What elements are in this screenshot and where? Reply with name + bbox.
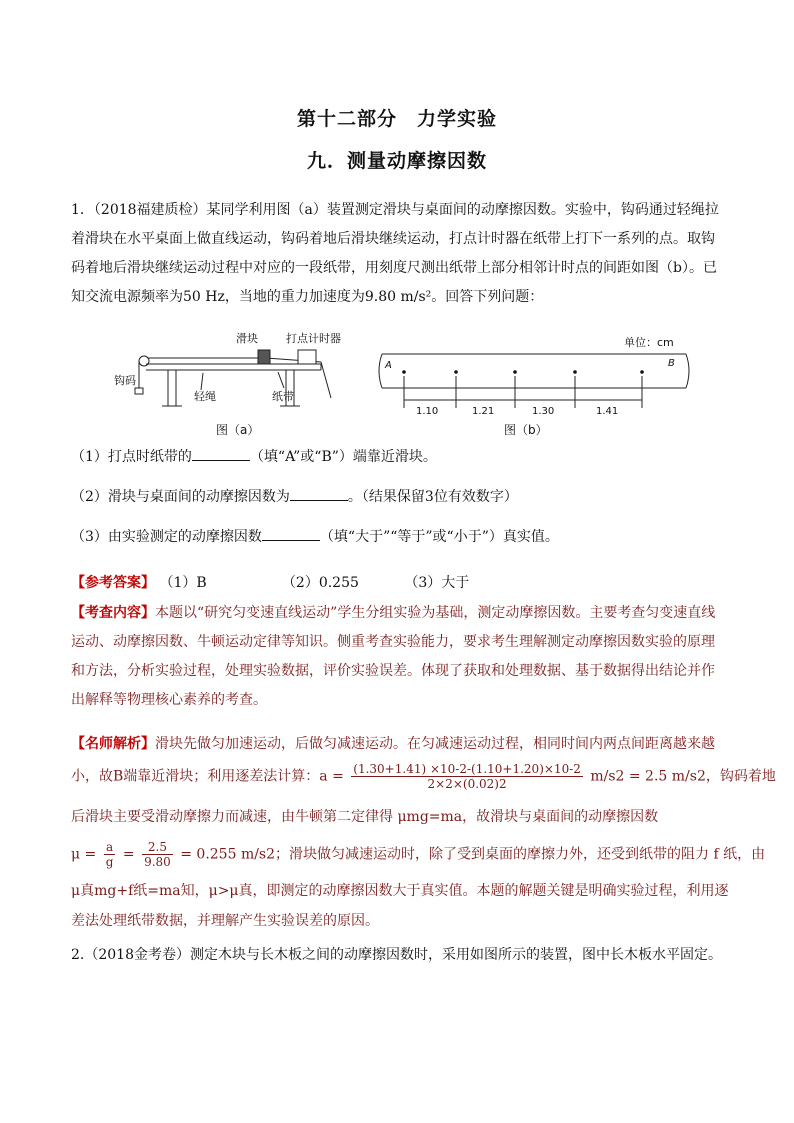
answer-3: （3）大于: [404, 575, 470, 591]
caption-a: 图（a）: [216, 423, 260, 437]
timer-box: [298, 350, 316, 364]
label-slider: 滑块: [236, 332, 258, 345]
sub-question-2: （2）滑块与桌面间的动摩擦因数为 。（结果保留3位有效数字）: [71, 486, 518, 506]
figure-b: [374, 328, 698, 440]
gap-label: 1.10: [416, 406, 439, 417]
gap-label: 1.41: [596, 406, 619, 417]
label-light-rope: 轻绳: [194, 390, 216, 403]
question-1-stem: 1．（2018福建质检）某同学利用图（a）装置测定滑块与桌面间的动摩擦因数。实验中，钩码通过轻绳拉着滑块在水平桌面上做直线运动，钩码着地后滑块继续运动，打点计时器在纸带上打下一系列的点。取钩码着地后滑块继续运动过程中对应的一段纸带，用刻度尺测出纸带上部分相邻计时点的间距如图（b）。已知交流电源频率为50 Hz，当地的重力加速度为9.80 m/s²。回答下列问题：: [71, 202, 719, 305]
content-section: [71, 599, 723, 715]
tape-dot: [573, 370, 577, 374]
gap-label: 1.30: [532, 406, 555, 417]
label-paper-tape: 纸带: [272, 390, 294, 403]
sub-question-1: （1）打点时纸带的 （填“A”或“B”）端靠近滑块。: [71, 446, 437, 466]
blank-3: [262, 526, 320, 541]
label-hook-weight: 钩码: [114, 374, 136, 387]
fraction-acceleration: $\frac{(1.30+1.41) \times 10-2-(1.10+1.20)\times 10-2}{2\times 2\times(0.02)2}$: [353, 762, 581, 791]
analysis-line-6: 差法处理纸带数据，并理解产生实验误差的原因。: [71, 913, 379, 929]
answer-label: 【参考答案】: [71, 575, 155, 591]
label-end-b: B: [668, 358, 675, 369]
sub-question-3: （3）由实验测定的动摩擦因数 （填“大于”“等于”或“小于”）真实值。: [71, 526, 559, 546]
analysis-label: 【名师解析】: [71, 736, 155, 752]
caption-b: 图（b）: [504, 423, 548, 437]
fraction-a-over-g: $\frac{a}{g}$: [105, 840, 114, 869]
fraction-values: $\frac{2.5}{9.80}$: [144, 840, 171, 869]
section-title: 九．测量动摩擦因数: [306, 150, 487, 172]
blank-1: [192, 446, 250, 461]
analysis-line-1: 【名师解析】滑块先做匀加速运动，后做匀减速运动。在匀减速运动过程，相同时间内两点间距离越来越: [71, 736, 715, 752]
label-end-a: A: [385, 360, 392, 371]
reference-answer: [71, 572, 469, 592]
content-text: 本题以“研究匀变速直线运动”学生分组实验为基础，测定动摩擦因数。主要考查匀变速直线运动、动摩擦因数、牛顿运动定律等知识。侧重考查实验能力，要求考生理解测定动摩擦因数实验的原理和方法，分析实验过程，处理实验数据，评价实验误差。体现了获取和处理数据、基于数据得出结论并作出解释等物理核心素养的考查。: [71, 605, 716, 708]
tape-dot: [454, 370, 458, 374]
blank-2: [290, 486, 348, 501]
tape-dot: [640, 370, 644, 374]
analysis-line-5: μ真mg+f纸=ma知，μ>μ真，即测定的动摩擦因数大于真实值。本题的解题关键是明确实验过程，利用逐: [71, 883, 729, 899]
label-unit: 单位：cm: [624, 336, 674, 349]
part-title: 第十二部分 力学实验: [296, 108, 497, 130]
figure-a: [106, 328, 356, 440]
slider-block: [258, 350, 270, 364]
analysis-line-4: μ = $\frac{a}{g}$ = $\frac{2.5}{9.80}$ = 0.255 m/s2；滑块做匀减速运动时，除了受到桌面的摩擦力外，还受到纸带的阻力 f 纸，由: [71, 840, 766, 869]
tape-dot: [513, 370, 517, 374]
analysis-line-2: 小，故B端靠近滑块；利用逐差法计算：a = $\frac{(1.30+1.41) \times 10-2-(1.10+1.20)\times 10-2}{2\times 2\times(0.02)2}$ m/s2 = 2.5 m/s2，钩码着地: [71, 762, 776, 791]
gap-label: 1.21: [472, 406, 495, 417]
hook-weight: [135, 388, 143, 394]
question-2-stem: 2.（2018金考卷）测定木块与长木板之间的动摩擦因数时，采用如图所示的装置，图中长木板水平固定。: [71, 947, 722, 963]
label-timer: 打点计时器: [286, 332, 341, 345]
tape-dot: [402, 370, 406, 374]
answer-1: （1）B: [159, 575, 207, 591]
content-label: 【考查内容】: [71, 605, 155, 621]
answer-2: （2）0.255: [281, 575, 359, 591]
analysis-line-3: 后滑块主要受滑动摩擦力而减速，由牛顿第二定律得 μmg=ma，故滑块与桌面间的动摩擦因数: [71, 809, 659, 825]
